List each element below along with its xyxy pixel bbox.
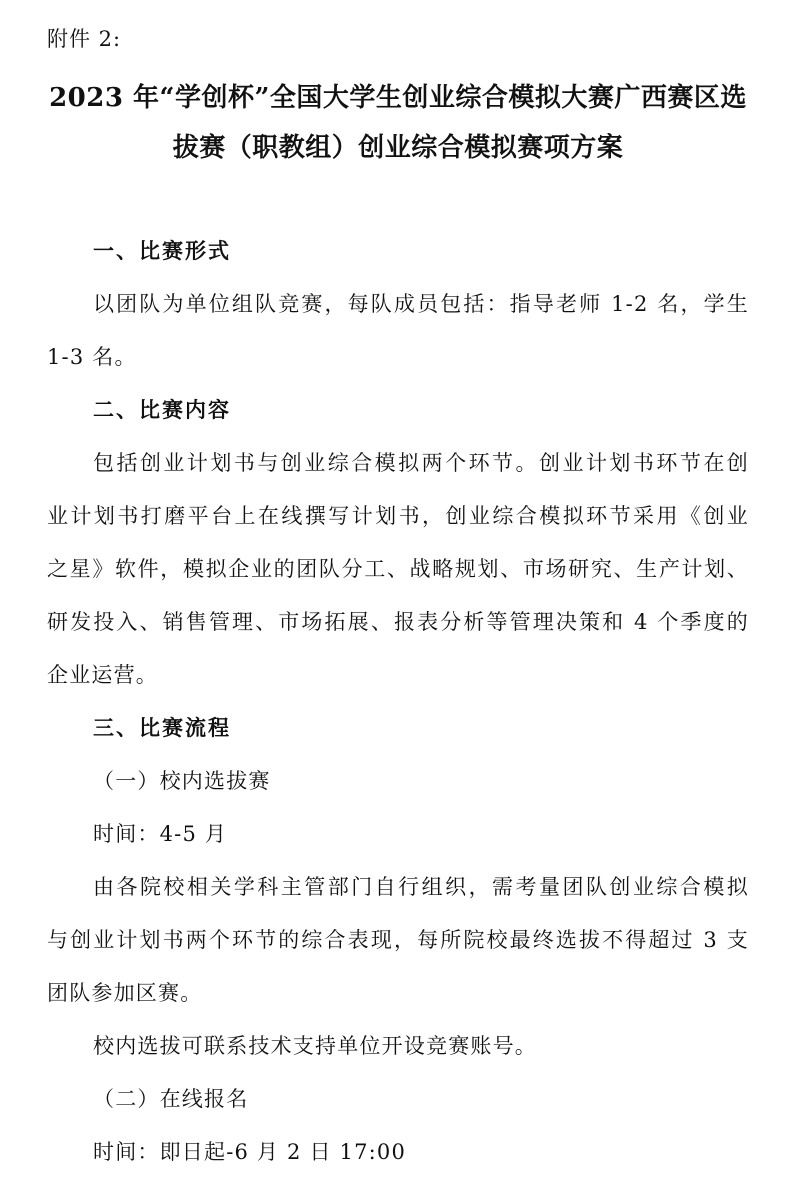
section-1-paragraph-line-1: 以团队为单位组队竞赛，每队成员包括：指导老师 1-2 名，学生 bbox=[93, 292, 749, 316]
subsection-1-paragraph-line-3: 团队参加区赛。 bbox=[47, 981, 203, 1005]
document-title-line-1: 2023 年“学创杯”全国大学生创业综合模拟大赛广西赛区选 bbox=[49, 83, 747, 113]
subsection-1-paragraph-line-2: 与创业计划书两个环节的综合表现，每所院校最终选拔不得超过 3 支 bbox=[47, 928, 749, 952]
subsection-2-title: （二）在线报名 bbox=[93, 1087, 249, 1111]
section-2-heading: 二、比赛内容 bbox=[93, 397, 231, 422]
section-3-heading: 三、比赛流程 bbox=[93, 715, 231, 740]
subsection-2-time: 时间：即日起-6 月 2 日 17:00 bbox=[93, 1140, 407, 1164]
section-1-heading: 一、比赛形式 bbox=[93, 238, 231, 263]
attachment-label: 附件 2: bbox=[47, 27, 122, 51]
section-1-paragraph-line-2: 1-3 名。 bbox=[47, 345, 137, 369]
subsection-1-paragraph-line-1: 由各院校相关学科主管部门自行组织，需考量团队创业综合模拟 bbox=[93, 875, 749, 899]
section-2-paragraph-line-5: 企业运营。 bbox=[47, 663, 158, 687]
section-2-paragraph-line-3: 之星》软件，模拟企业的团队分工、战略规划、市场研究、生产计划、 bbox=[47, 557, 749, 581]
subsection-1-note: 校内选拔可联系技术支持单位开设竞赛账号。 bbox=[93, 1034, 537, 1058]
section-2-paragraph-line-1: 包括创业计划书与创业综合模拟两个环节。创业计划书环节在创 bbox=[93, 451, 749, 475]
section-2-paragraph-line-4: 研发投入、销售管理、市场拓展、报表分析等管理决策和 4 个季度的 bbox=[47, 610, 749, 634]
subsection-1-title: （一）校内选拔赛 bbox=[93, 769, 271, 793]
document-title-line-2: 拔赛（职教组）创业综合模拟赛项方案 bbox=[172, 133, 624, 163]
section-2-paragraph-line-2: 业计划书打磨平台上在线撰写计划书，创业综合模拟环节采用《创业 bbox=[47, 504, 749, 528]
subsection-1-time: 时间：4-5 月 bbox=[93, 822, 228, 846]
